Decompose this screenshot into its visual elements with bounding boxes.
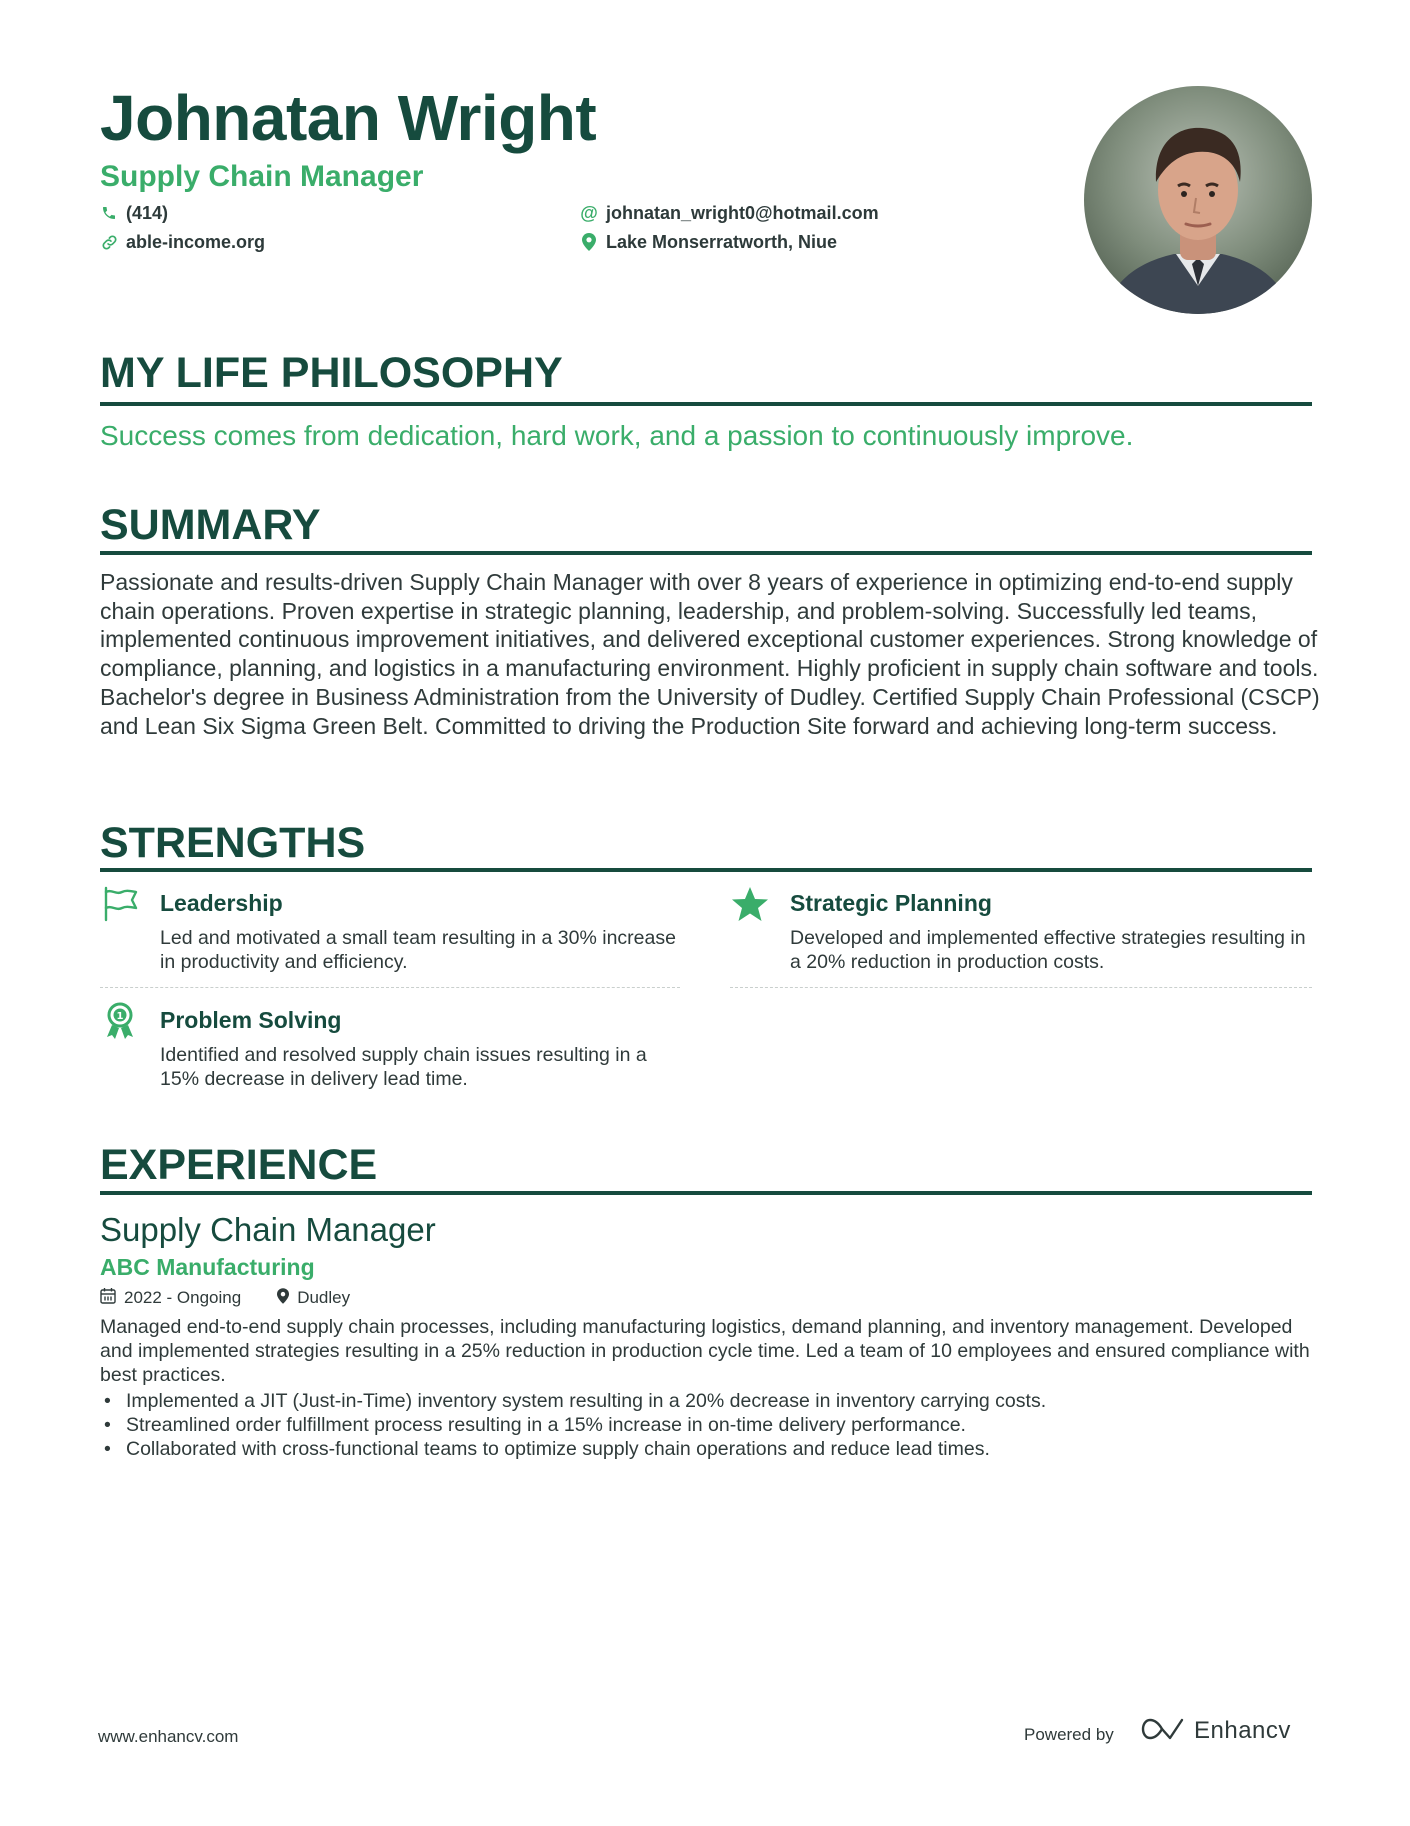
contact-location	[580, 230, 837, 254]
strengths-heading: STRENGTHS	[100, 819, 366, 867]
strength-description: Developed and implemented effective strategies resulting in a 20% reduction in production costs.	[790, 927, 1306, 973]
calendar-icon	[100, 1287, 116, 1309]
job-meta	[100, 1287, 350, 1309]
strength-description: Identified and resolved supply chain issues resulting in a 15% decrease in delivery lead time.	[160, 1044, 647, 1090]
location-pin-icon	[277, 1288, 289, 1309]
list-item: • Collaborated with cross-functional teams to optimize supply chain operations and reduce lead times.	[100, 1437, 1320, 1461]
strength-title: Strategic Planning	[790, 890, 992, 916]
brand-logo[interactable]	[1140, 1716, 1291, 1746]
brand-name: Enhancv	[1194, 1717, 1291, 1744]
experience-heading: EXPERIENCE	[100, 1141, 378, 1189]
strengths-divider	[100, 868, 1312, 872]
philosophy-divider	[100, 402, 1312, 406]
at-icon: @	[580, 202, 598, 223]
summary-divider	[100, 551, 1312, 555]
medal-icon	[100, 1001, 140, 1041]
contact-email[interactable]	[580, 201, 879, 225]
philosophy-quote: Success comes from dedication, hard work, and a passion to continuously improve.	[100, 420, 1134, 451]
job-bullets	[100, 1389, 1320, 1461]
experience-divider	[100, 1191, 1312, 1195]
summary-text: Passionate and results-driven Supply Chain Manager with over 8 years of experience in optimizing end-to-end supply chain operations. Proven expertise in strategic planning, leadership, and problem-solving. Successfully led teams, implemented continuous improvement initiatives, and delivered exceptional customer experiences. Strong knowledge of compliance, planning, and logistics in a manufacturing environment. Highly proficient in supply chain software and tools. Bachelor's degree in Business Administration from the University of Dudley. Certified Supply Chain Professional (CSCP) and Lean Six Sigma Green Belt. Committed to driving the Production Site forward and achieving long-term success.	[100, 569, 1320, 739]
svg-text:1: 1	[116, 1011, 124, 1022]
footer-website-link[interactable]: www.enhancv.com	[98, 1727, 239, 1746]
candidate-role: Supply Chain Manager	[100, 160, 424, 193]
flag-icon	[100, 884, 140, 924]
star-icon	[730, 884, 770, 924]
phone-value: (414)	[126, 202, 169, 223]
location-value: Lake Monserratworth, Niue	[606, 231, 838, 252]
enhancv-logo-icon	[1140, 1716, 1186, 1746]
strength-description: Led and motivated a small team resulting in a 30% increase in productivity and efficiency.	[160, 927, 676, 973]
link-icon	[100, 233, 118, 251]
strength-title: Leadership	[160, 890, 283, 916]
location-pin-icon	[580, 233, 598, 251]
summary-heading: SUMMARY	[100, 501, 321, 549]
candidate-name: Johnatan Wright	[100, 82, 597, 154]
phone-icon	[100, 204, 118, 222]
contact-website[interactable]	[100, 230, 265, 254]
job-dates: 2022 - Ongoing	[124, 1288, 242, 1307]
job-title: Supply Chain Manager	[100, 1211, 436, 1248]
strength-separator	[100, 987, 680, 988]
job-location: Dudley	[297, 1288, 351, 1307]
list-item: • Streamlined order fulfillment process resulting in a 15% increase in on-time delivery performance.	[100, 1413, 1320, 1437]
website-value[interactable]: able-income.org	[126, 231, 266, 252]
list-item: • Implemented a JIT (Just-in-Time) inventory system resulting in a 20% decrease in inventory carrying costs.	[100, 1389, 1320, 1413]
philosophy-heading: MY LIFE PHILOSOPHY	[100, 349, 563, 397]
strength-separator	[730, 987, 1312, 988]
profile-photo	[1084, 86, 1312, 314]
email-value[interactable]: johnatan_wright0@hotmail.com	[606, 202, 879, 223]
strength-title: Problem Solving	[160, 1007, 342, 1033]
job-description: Managed end-to-end supply chain processes, including manufacturing logistics, demand planning, and inventory management. Developed and implemented strategies resulting in a 25% reduction in production cycle time. Led a team of 10 employees and ensured compliance with best practices.	[100, 1316, 1310, 1386]
powered-by-label: Powered by	[1024, 1725, 1114, 1744]
job-company: ABC Manufacturing	[100, 1254, 315, 1280]
contact-phone	[100, 201, 168, 225]
